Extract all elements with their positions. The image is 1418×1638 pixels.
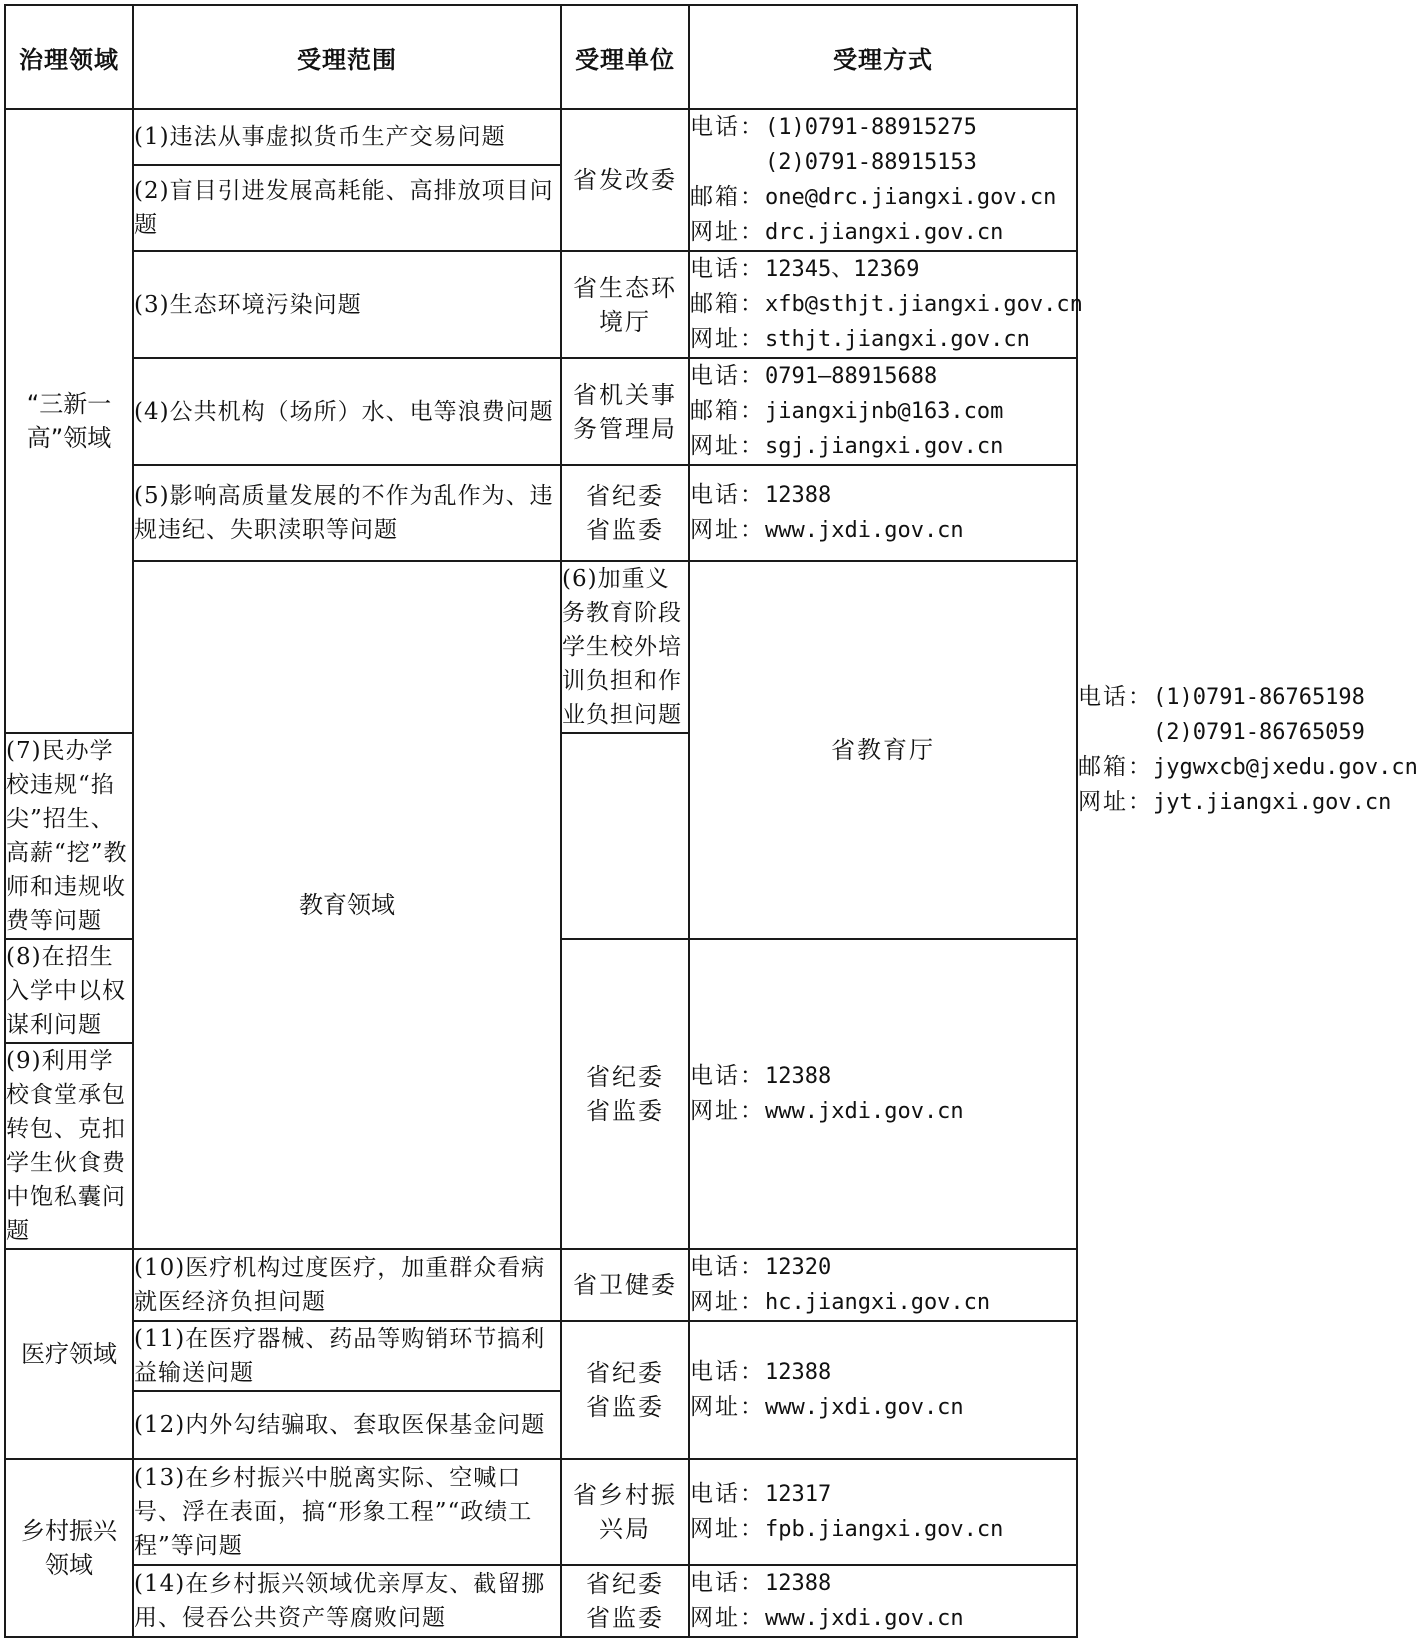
contact-admin: 电话：0791—88915688 邮箱：jiangxijnb@163.com 网址：sgj.jiangxi.gov.cn — [689, 358, 1077, 465]
scope-item-14: (14)在乡村振兴领域优亲厚友、截留挪用、侵吞公共资产等腐败问题 — [133, 1565, 561, 1637]
unit-eco: 省生态环境厅 — [561, 251, 689, 358]
table-row — [5, 109, 1077, 165]
scope-item-9: (9)利用学校食堂承包转包、克扣学生伙食费中饱私囊问题 — [5, 1043, 133, 1249]
table-row — [5, 1249, 1077, 1321]
header-domain: 治理领域 — [5, 5, 133, 109]
contact-disc: 电话：12388 网址：www.jxdi.gov.cn — [689, 465, 1077, 561]
scope-item-11: (11)在医疗器械、药品等购销环节搞利益输送问题 — [133, 1321, 561, 1391]
email-value: jiangxijnb@163.com — [765, 399, 1004, 424]
domain-label: “三新一高”领域 — [26, 390, 112, 452]
scope-item-4: (4)公共机构（场所）水、电等浪费问题 — [133, 358, 561, 465]
web-value: hc.jiangxi.gov.cn — [765, 1290, 991, 1315]
scope-item-7: (7)民办学校违规“掐尖”招生、高薪“挖”教师和违规收费等问题 — [5, 733, 133, 939]
contact-disc: 电话：12388 网址：www.jxdi.gov.cn — [689, 1321, 1077, 1459]
domain-cell-rural — [5, 1459, 133, 1637]
domain-cell-medical: 医疗领域 — [5, 1249, 133, 1459]
table-row: 教育领域 (6)加重义务教育阶段学生校外培训负担和作业负担问题 省教育厅 电话：(1)0791-86765198 (2)0791-86765059 邮箱：jygwxcb@jxedu.gov.cn 网址：jyt.jiangxi.gov.cn — [5, 561, 1077, 733]
email-value: one@drc.jiangxi.gov.cn — [765, 185, 1057, 210]
phone-value: (2)0791-86765059 — [1153, 720, 1365, 745]
scope-item-6: (6)加重义务教育阶段学生校外培训负担和作业负担问题 — [561, 561, 689, 733]
scope-item-10: (10)医疗机构过度医疗，加重群众看病就医经济负担问题 — [133, 1249, 561, 1321]
table-row — [5, 1565, 1077, 1637]
phone-value: 12388 — [765, 1360, 832, 1385]
web-value: www.jxdi.gov.cn — [765, 1395, 964, 1420]
domain-label: 乡村振兴领域 — [21, 1517, 117, 1579]
domain-cell-education: 教育领域 — [133, 561, 561, 1249]
unit-ndrc: 省发改委 — [561, 109, 689, 251]
header-row — [5, 5, 1077, 109]
contact-disc: 电话：12388 网址：www.jxdi.gov.cn — [689, 939, 1077, 1249]
table-row — [5, 465, 1077, 561]
header-unit: 受理单位 — [561, 5, 689, 109]
phone-value: (1)0791-88915275 — [765, 115, 977, 140]
table-row — [5, 358, 1077, 465]
contact-eco: 电话：12345、12369 邮箱：xfb@sthjt.jiangxi.gov.cn 网址：sthjt.jiangxi.gov.cn — [689, 251, 1077, 358]
scope-item-5: (5)影响高质量发展的不作为乱作为、违规违纪、失职渎职等问题 — [133, 465, 561, 561]
domain-cell-sanxin — [5, 109, 133, 733]
contact-ndrc: 电话：(1)0791-88915275 (2)0791-88915153 邮箱：one@drc.jiangxi.gov.cn 网址：drc.jiangxi.gov.cn — [689, 109, 1077, 251]
phone-value: 12345、12369 — [765, 257, 920, 282]
contact-disc: 电话：12388 网址：www.jxdi.gov.cn — [689, 1565, 1077, 1637]
web-value: sthjt.jiangxi.gov.cn — [765, 327, 1030, 352]
email-value: xfb@sthjt.jiangxi.gov.cn — [765, 292, 1083, 317]
phone-value: 12388 — [765, 1571, 832, 1596]
header-contact: 受理方式 — [689, 5, 1077, 109]
scope-item-2: (2)盲目引进发展高耗能、高排放项目问题 — [133, 165, 561, 251]
unit-rural: 省乡村振兴局 — [561, 1459, 689, 1565]
table-row — [5, 251, 1077, 358]
phone-value: (1)0791-86765198 — [1153, 685, 1365, 710]
unit-health: 省卫健委 — [561, 1249, 689, 1321]
web-value: www.jxdi.gov.cn — [765, 518, 964, 543]
web-value: sgj.jiangxi.gov.cn — [765, 434, 1004, 459]
complaint-channel-table — [4, 4, 1418, 1638]
phone-value: 12320 — [765, 1255, 832, 1280]
web-value: www.jxdi.gov.cn — [765, 1099, 964, 1124]
scope-item-12: (12)内外勾结骗取、套取医保基金问题 — [133, 1391, 561, 1459]
table-row — [5, 1459, 1077, 1565]
contact-rural: 电话：12317 网址：fpb.jiangxi.gov.cn — [689, 1459, 1077, 1565]
phone-value: (2)0791-88915153 — [765, 150, 977, 175]
contact-health: 电话：12320 网址：hc.jiangxi.gov.cn — [689, 1249, 1077, 1321]
web-value: jyt.jiangxi.gov.cn — [1153, 790, 1392, 815]
unit-edu: 省教育厅 — [689, 561, 1077, 939]
unit-disc: 省纪委省监委 — [561, 1565, 689, 1637]
web-value: fpb.jiangxi.gov.cn — [765, 1517, 1004, 1542]
web-value: drc.jiangxi.gov.cn — [765, 220, 1004, 245]
scope-item-13: (13)在乡村振兴中脱离实际、空喊口号、浮在表面，搞“形象工程”“政绩工程”等问题 — [133, 1459, 561, 1565]
email-value: jygwxcb@jxedu.gov.cn — [1153, 755, 1418, 780]
phone-value: 0791—88915688 — [765, 364, 938, 389]
phone-value: 12317 — [765, 1482, 832, 1507]
scope-item-8: (8)在招生入学中以权谋利问题 — [5, 939, 133, 1043]
unit-disc: 省纪委省监委 — [561, 1321, 689, 1459]
unit-disc: 省纪委省监委 — [561, 465, 689, 561]
phone-value: 12388 — [765, 483, 832, 508]
scope-item-3: (3)生态环境污染问题 — [133, 251, 561, 358]
unit-admin: 省机关事务管理局 — [561, 358, 689, 465]
web-value: www.jxdi.gov.cn — [765, 1606, 964, 1631]
scope-item-1: (1)违法从事虚拟货币生产交易问题 — [133, 109, 561, 165]
phone-value: 12388 — [765, 1064, 832, 1089]
table-row — [5, 1321, 1077, 1391]
header-scope: 受理范围 — [133, 5, 561, 109]
unit-disc: 省纪委省监委 — [561, 939, 689, 1249]
